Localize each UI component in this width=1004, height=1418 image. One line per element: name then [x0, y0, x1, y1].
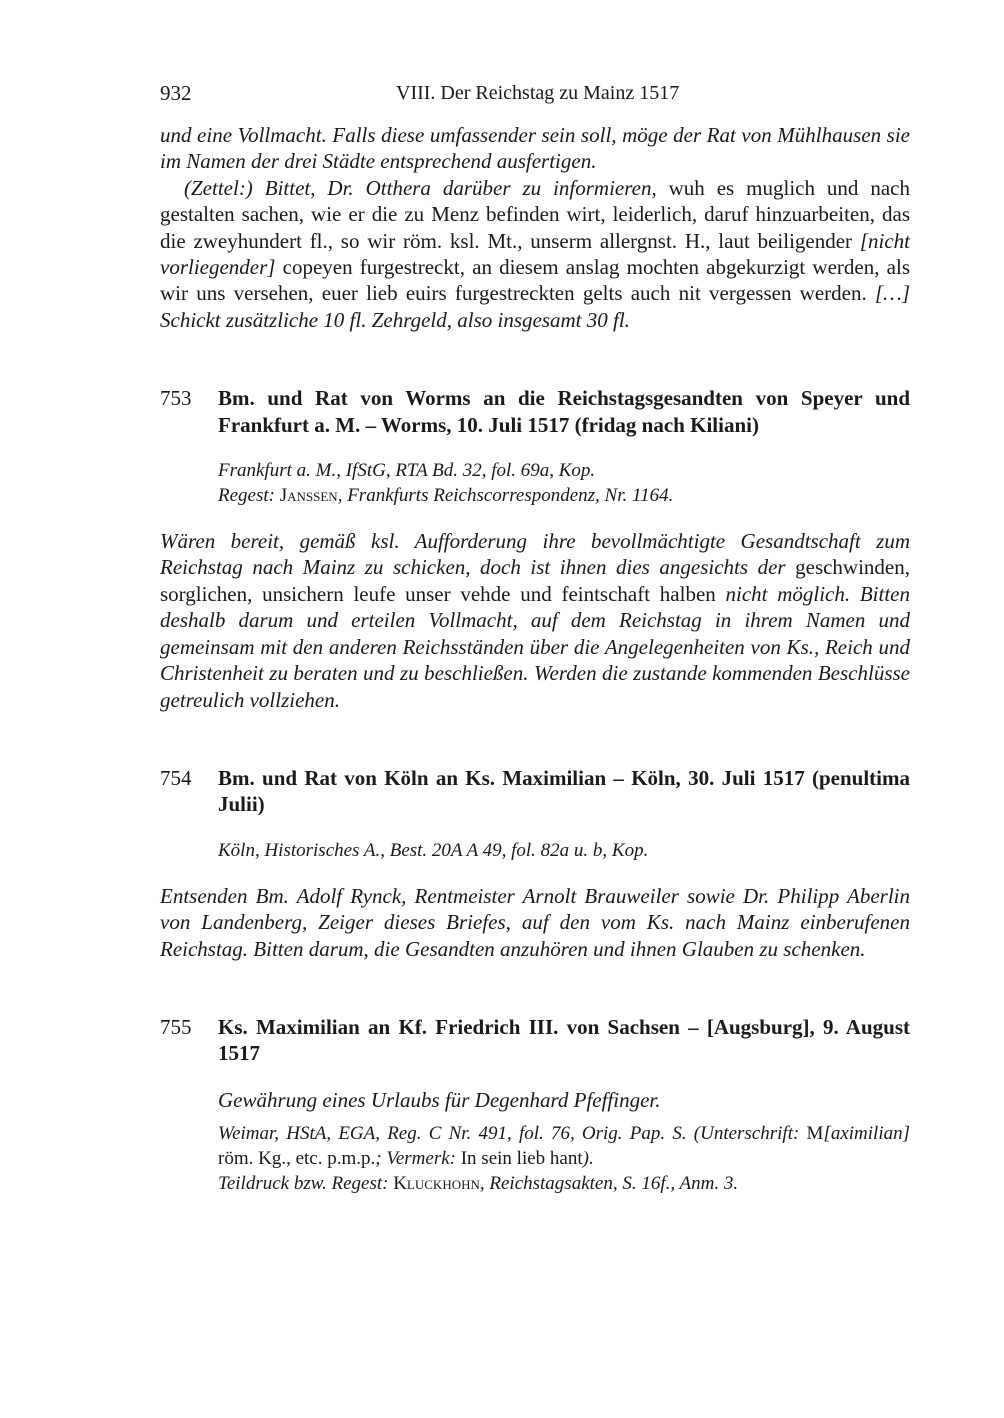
source-line: Köln, Historisches A., Best. 20A A 49, fol. 82a u. b, Kop. [218, 839, 649, 861]
entry-sources [218, 458, 910, 508]
zettel-quote: wuh es muglich und nach gestalten sachen, wie er die zu Menz befinden wirt, leiderlich, daruf hinzuarbeiten, das die zweyhundert fl., so wir röm. ksl. Mt., unserm allergnst. H., laut beiligender [160, 175, 911, 253]
regest-author: Kluckhohn [393, 1173, 480, 1195]
source-archive: Weimar, HStA, EGA, Reg. C Nr. 491, fol. 76, Orig. Pap. S. (Unterschrift: [218, 1123, 807, 1145]
entry-753 [160, 385, 910, 713]
zettel-summary: […] Schickt zusätzliche 10 fl. Zehrgeld, also insgesamt 30 fl. [160, 281, 910, 332]
regest-reference: , Frankfurts Reichscorrespondenz, Nr. 1164. [337, 485, 674, 507]
source-line [218, 1121, 910, 1171]
entry-heading [160, 1014, 910, 1067]
entry-755 [160, 1014, 910, 1196]
regest-label: Teildruck bzw. Regest: [218, 1173, 394, 1195]
source-line: Frankfurt a. M., IfStG, RTA Bd. 32, fol. 69a, Kop. [218, 460, 596, 482]
body-summary-end: nicht möglich. Bitten deshalb darum und erteilen Vollmacht, auf dem Reichstag in ihrem Namen und gemeinsam mit den anderen Reichsständen über die Angelegenheiten von Ks., Reich und Christenheit zu beraten und zu beschließen. Werden die zustande kommenden Beschlüsse getreulich vollziehen. [160, 581, 910, 712]
entry-heading [160, 385, 910, 438]
entry-heading [160, 765, 910, 818]
signature-initial: M [806, 1123, 824, 1145]
entry-number: 753 [160, 386, 192, 411]
entry-body: Entsenden Bm. Adolf Rynck, Rentmeister Arnolt Brauweiler sowie Dr. Philipp Aberlin von Landenberg, Zeiger dieses Briefes, auf den vom Ks. nach Mainz einberufenen Reichstag. Bitten darum, die Gesandten anzuhören und ihnen Glauben zu schenken. [160, 883, 910, 961]
entry-body [160, 528, 910, 713]
zettel-lead: (Zettel:) Bittet, Dr. Otthera darüber zu informieren, [184, 175, 657, 200]
zettel-quote-end: copeyen furgestreckt, an diesem anslag mochten abgekurzigt werden, als wir uns versehen, euer lieb euirs furgestreckten gelts auch nit vergessen werden. [160, 255, 910, 306]
zettel-paragraph [160, 175, 910, 333]
regest-line [218, 483, 910, 508]
entry-title: Bm. und Rat von Köln an Ks. Maximilian – Köln, 30. Juli 1517 (penultima Julii) [218, 765, 910, 817]
entry-title: Bm. und Rat von Worms an die Reichstagsgesandten von Speyer und Frankfurt a. M. – Worms, 10. Juli 1517 (fridag nach Kiliani) [218, 386, 910, 437]
document-page [160, 78, 910, 1216]
body-quote: geschwinden, sorglichen, unsichern leufe unser vehde und feintschaft halben [160, 555, 911, 606]
body-summary: Wären bereit, gemäß ksl. Aufforderung ihre bevollmächtigte Gesandtschaft zum Reichstag nach Mainz zu schicken, doch ist ihnen dies angesichts der [160, 529, 910, 580]
regest-reference: , Reichstagsakten, S. 16f., Anm. 3. [479, 1173, 739, 1195]
entry-sources [218, 838, 910, 863]
note-text: In sein lieb hant [460, 1148, 583, 1170]
note-label: ; Vermerk: [375, 1148, 461, 1170]
signature-expansion: [aximilian] [823, 1123, 910, 1145]
source-close: ). [582, 1148, 594, 1170]
regest-author: Janssen [279, 485, 338, 507]
signature-text: röm. Kg., etc. p.m.p. [218, 1148, 376, 1170]
entry-754 [160, 765, 910, 962]
entry-number: 754 [160, 765, 192, 790]
entry-title: Ks. Maximilian an Kf. Friedrich III. von Sachsen – [Augsburg], 9. August 1517 [218, 1014, 910, 1066]
editorial-note: [nicht vorliegender] [160, 228, 910, 280]
intro-paragraph: und eine Vollmacht. Falls diese umfassender sein soll, möge der Rat von Mühlhausen sie im Namen der drei Städte entsprechend ausfertigen. [160, 123, 910, 174]
page-number: 932 [160, 81, 192, 105]
page-header [160, 78, 910, 108]
running-title: VIII. Der Reichstag zu Mainz 1517 [396, 82, 680, 104]
entry-sources [218, 1087, 910, 1196]
regest-line [218, 1171, 910, 1196]
entry-number: 755 [160, 1014, 192, 1039]
entry-summary: Gewährung eines Urlaubs für Degenhard Pfeffinger. [218, 1087, 661, 1112]
regest-label: Regest: [218, 485, 280, 507]
